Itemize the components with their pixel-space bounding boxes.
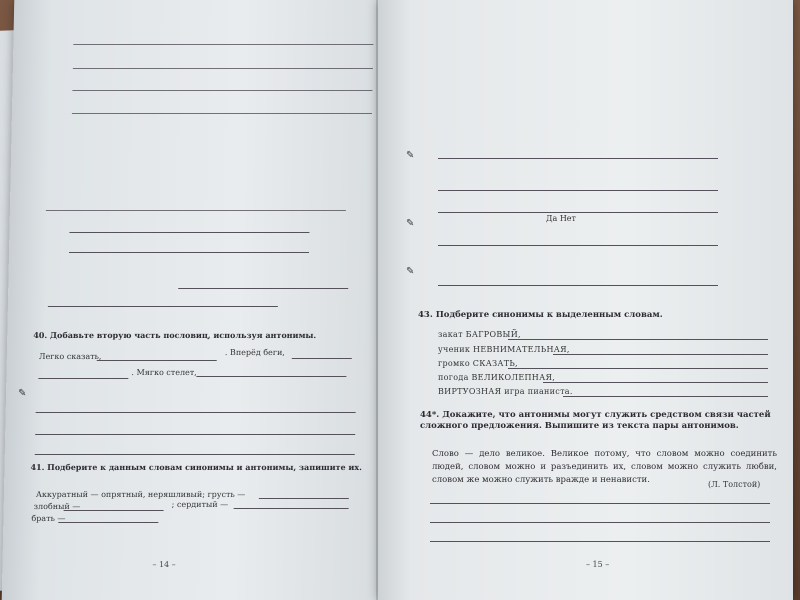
q38-line-2 bbox=[69, 252, 309, 253]
pencil-icon: ✎ bbox=[17, 388, 27, 399]
q41-answer-3 bbox=[234, 508, 349, 509]
writing-line bbox=[36, 412, 356, 413]
q43-answer-4 bbox=[543, 382, 768, 383]
pencil-icon: ✎ bbox=[406, 266, 415, 277]
right-page bbox=[378, 0, 793, 600]
q44-author: (Л. Толстой) bbox=[708, 480, 761, 489]
q43-item-2: ученик НЕВНИМАТЕЛЬНАЯ, bbox=[438, 345, 570, 354]
q43-title: 43. Подберите синонимы к выделенным словам. bbox=[418, 310, 663, 320]
q40-answer-2 bbox=[292, 358, 352, 359]
q40-answer-3 bbox=[38, 378, 128, 379]
q44-quote: Слово — дело великое. Великое потому, что словом можно соединить людей, словом можно и разъединить их, словом можно служить любви, словом же можно служить вражде и ненависти. bbox=[432, 449, 777, 486]
q40-line-2: . Вперёд беги, bbox=[224, 348, 285, 357]
yes-no-label: Да Нет bbox=[546, 214, 576, 223]
q41-answer-1 bbox=[259, 498, 349, 499]
q40-line-3: . Мягко стелет, bbox=[131, 368, 197, 377]
q41-answer-4 bbox=[58, 522, 158, 523]
q41-answer-2 bbox=[64, 510, 164, 511]
left-page-number: – 14 – bbox=[152, 560, 176, 569]
writing-line bbox=[35, 434, 355, 435]
q41-line-1: Аккуратный — опрятный, неряшливый; грусть — bbox=[35, 490, 246, 499]
writing-line bbox=[438, 285, 718, 286]
q41-line-4: брать — bbox=[31, 514, 66, 523]
q41-line-2: злобный — bbox=[33, 502, 81, 511]
q39-line-2 bbox=[48, 306, 278, 307]
writing-line bbox=[430, 522, 770, 523]
writing-line bbox=[438, 212, 718, 213]
writing-line bbox=[438, 190, 718, 191]
q41-title: 41. Подберите к данным словам синонимы и антонимы, запишите их. bbox=[30, 462, 363, 472]
q40-line-1: Легко сказать, bbox=[38, 352, 102, 361]
right-page-number: – 15 – bbox=[586, 560, 610, 569]
left-top-faint bbox=[44, 8, 384, 18]
q43-answer-2 bbox=[553, 354, 768, 355]
writing-line bbox=[430, 541, 770, 542]
writing-line bbox=[438, 158, 718, 159]
q43-item-5: ВИРТУОЗНАЯ игра пианиста. bbox=[438, 387, 573, 396]
q43-item-4: погода ВЕЛИКОЛЕПНАЯ, bbox=[438, 373, 556, 382]
writing-line bbox=[35, 454, 355, 455]
q43-answer-1 bbox=[508, 339, 768, 340]
q43-item-1: закат БАГРОВЫЙ, bbox=[438, 330, 521, 339]
q44-title: 44*. Докажите, что антонимы могут служить средством связи частей сложного предложения. Выпишите из текста пары антонимов. bbox=[420, 410, 771, 431]
q40-answer-4 bbox=[196, 376, 346, 377]
writing-line bbox=[438, 245, 718, 246]
q43-item-3: громко СКАЗАТЬ, bbox=[438, 359, 518, 368]
q39-line bbox=[178, 288, 348, 289]
pencil-icon: ✎ bbox=[406, 218, 415, 229]
q43-answer-3 bbox=[508, 368, 768, 369]
q43-answer-5 bbox=[563, 396, 768, 397]
q38-line bbox=[69, 232, 309, 233]
writing-line bbox=[430, 503, 770, 504]
q40-title: 40. Добавьте вторую часть пословиц, используя антонимы. bbox=[33, 330, 317, 340]
q41-line-3: ; сердитый — bbox=[171, 500, 229, 509]
pencil-icon: ✎ bbox=[406, 150, 415, 161]
q40-answer-1 bbox=[97, 360, 217, 361]
left-page bbox=[2, 0, 397, 600]
